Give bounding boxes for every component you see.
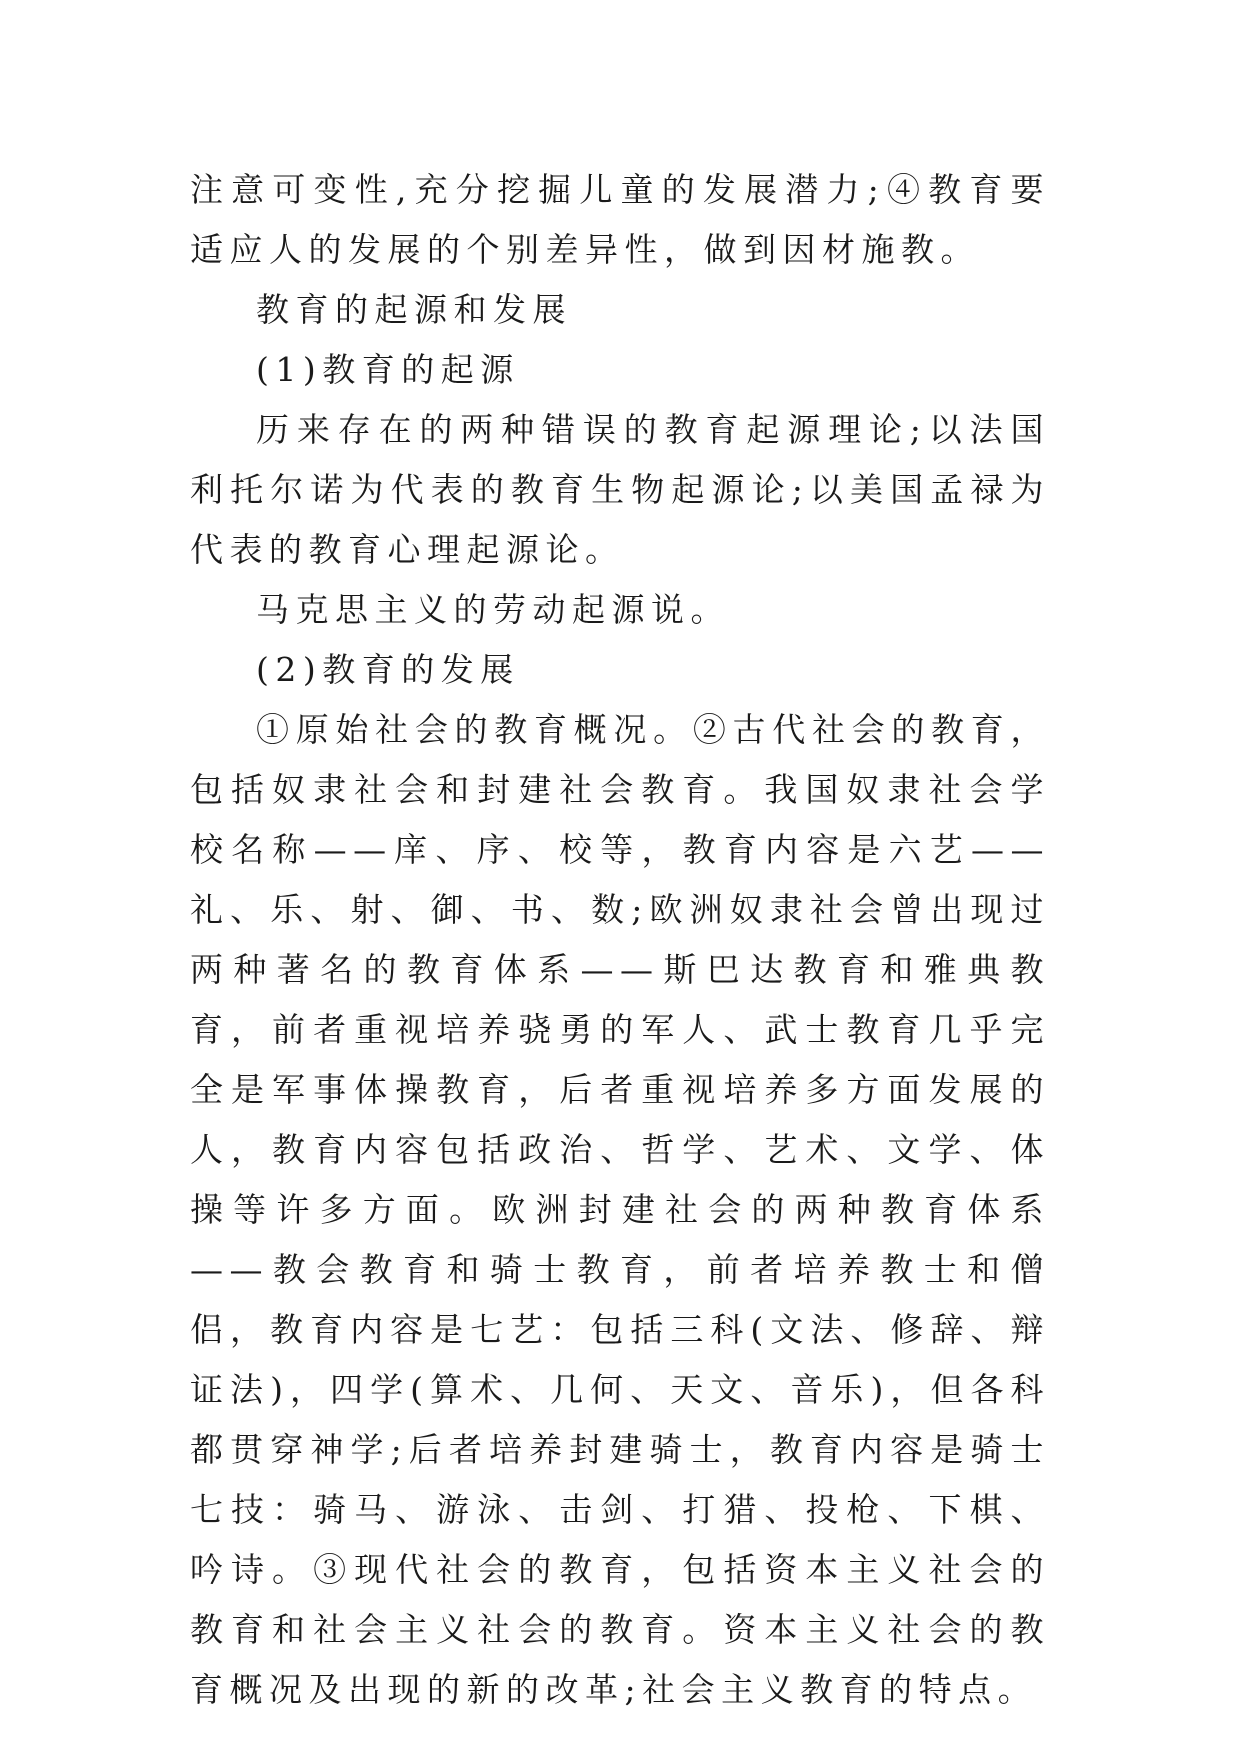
subheading-origin: (1)教育的起源 [256, 350, 520, 389]
paragraph-wrong-theories: 历来存在的两种错误的教育起源理论;以法国利托尔诺为代表的教育生物起源论;以美国孟禄为代表的教育心理起源论。 [190, 410, 1050, 569]
document-body [190, 160, 1050, 1720]
paragraph-development-detail: ①原始社会的教育概况。②古代社会的教育，包括奴隶社会和封建社会教育。我国奴隶社会学校名称——庠、序、校等，教育内容是六艺——礼、乐、射、御、书、数;欧洲奴隶社会曾出现过两种著名的教育体系——斯巴达教育和雅典教育，前者重视培养骁勇的军人、武士教育几乎完全是军事体操教育，后者重视培养多方面发展的人，教育内容包括政治、哲学、艺术、文学、体操等许多方面。欧洲封建社会的两种教育体系——教会教育和骑士教育，前者培养教士和僧侣，教育内容是七艺：包括三科(文法、修辞、辩证法)，四学(算术、几何、天文、音乐)，但各科都贯穿神学;后者培养封建骑士，教育内容是骑士七技：骑马、游泳、击剑、打猎、投枪、下棋、吟诗。③现代社会的教育，包括资本主义社会的教育和社会主义社会的教育。资本主义社会的教育概况及出现的新的改革;社会主义教育的特点。 [190, 710, 1050, 1709]
paragraph-continuation: 注意可变性,充分挖掘儿童的发展潜力;④教育要适应人的发展的个别差异性，做到因材施教。 [190, 170, 1050, 269]
section-heading: 教育的起源和发展 [256, 290, 572, 329]
subheading-development: (2)教育的发展 [256, 650, 520, 689]
paragraph-marxist-theory: 马克思主义的劳动起源说。 [256, 590, 730, 629]
